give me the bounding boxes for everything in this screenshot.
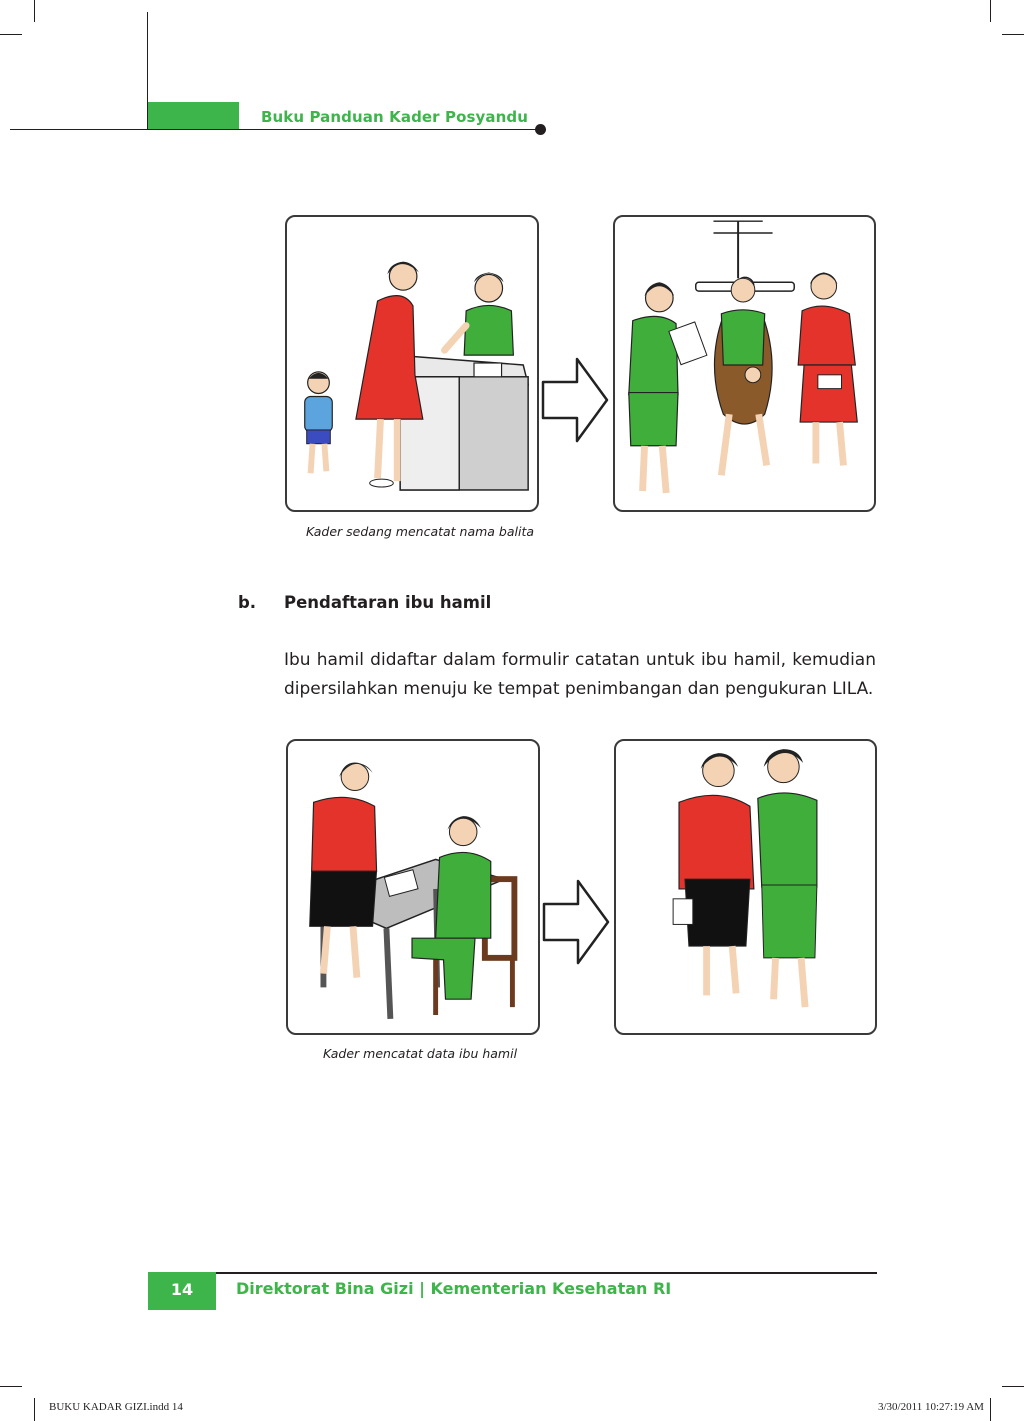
- illustration-registration-desk: [285, 215, 539, 512]
- illustration-recording-pregnant-mother: [286, 739, 540, 1035]
- crop-mark: [990, 1398, 991, 1421]
- page-number: 14: [170, 1280, 194, 1299]
- print-slug-timestamp: 3/30/2011 10:27:19 AM: [878, 1401, 984, 1413]
- crop-mark: [34, 1398, 35, 1421]
- header-bullet-dot: [535, 124, 546, 135]
- figure-caption: Kader sedang mencatat nama balita: [306, 524, 535, 539]
- footer-publisher: Direktorat Bina Gizi | Kementerian Kesehatan RI: [236, 1279, 672, 1298]
- crop-mark: [0, 1386, 22, 1387]
- header-rule: [10, 129, 540, 130]
- crop-mark: [1002, 1386, 1024, 1387]
- illustration-weighing-child: [613, 215, 876, 512]
- crop-mark: [990, 0, 991, 22]
- illustration-measuring-lila: [614, 739, 877, 1035]
- crop-mark: [0, 34, 22, 35]
- header-green-block: [148, 102, 239, 129]
- footer-rule: [216, 1272, 877, 1274]
- body-paragraph: Ibu hamil didaftar dalam formulir catatan untuk ibu hamil, kemudian dipersilahkan menuju ke tempat penimbangan dan pengukuran LILA.: [284, 650, 876, 699]
- figure-caption: Kader mencatat data ibu hamil: [323, 1046, 518, 1061]
- running-header-title: Buku Panduan Kader Posyandu: [261, 108, 529, 126]
- print-slug-filename: BUKU KADAR GIZI.indd 14: [49, 1401, 183, 1413]
- crop-mark: [34, 0, 35, 22]
- crop-mark: [1002, 34, 1024, 35]
- arrow-right-icon: [541, 357, 609, 443]
- section-letter: b.: [238, 593, 257, 612]
- arrow-right-icon: [542, 879, 610, 965]
- section-heading: Pendaftaran ibu hamil: [284, 593, 492, 612]
